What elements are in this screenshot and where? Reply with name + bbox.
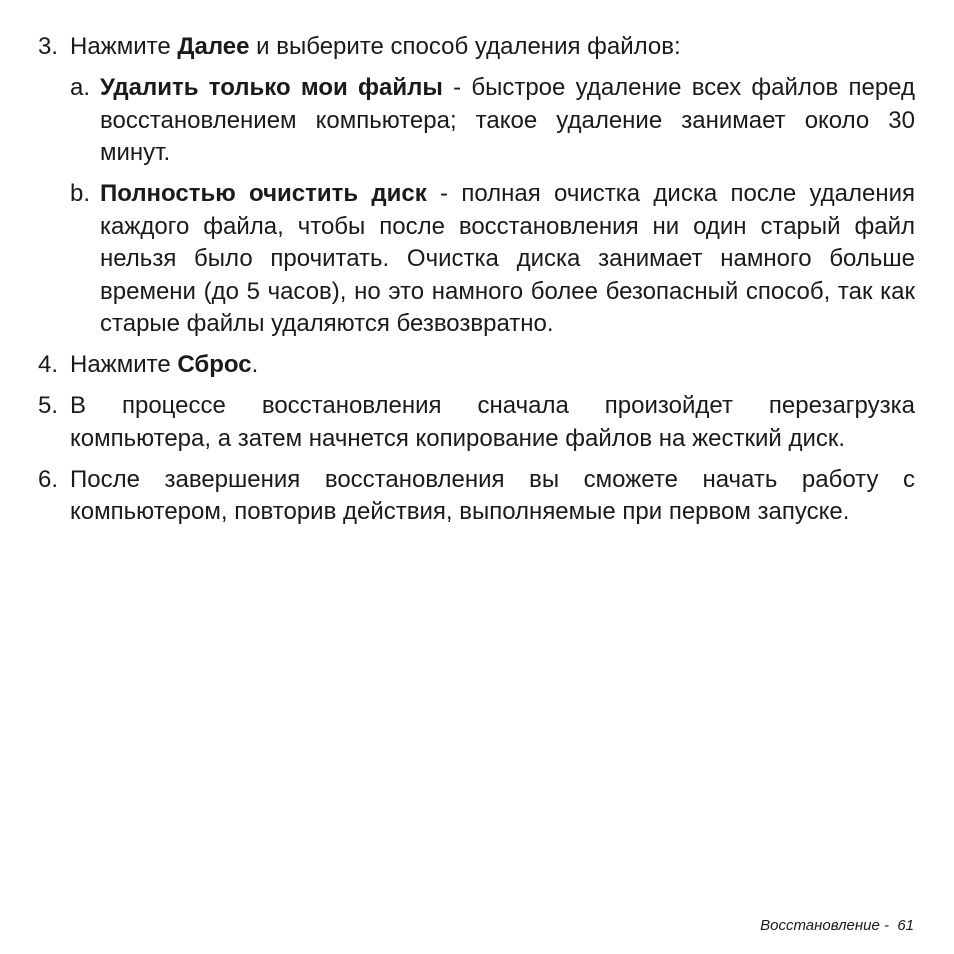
step-text: После завершения восстановления вы сможете начать работу с компьютером, повторив действия, выполняемые при первом запуске. <box>70 465 915 525</box>
step-text: и выберите способ удаления файлов: <box>249 33 681 60</box>
substep-letter: b. <box>70 180 91 207</box>
page-footer <box>760 916 914 936</box>
step-number: 4. <box>38 351 59 378</box>
step-text: Нажмите <box>70 351 178 378</box>
step-number: 3. <box>38 33 59 60</box>
substep-body <box>100 72 915 170</box>
step-text: В процессе восстановления сначала произойдет перезагрузка компьютера, а затем начнется копирование файлов на жесткий диск. <box>70 392 915 452</box>
step-body <box>70 349 915 382</box>
substep-text: - полная очистка диска после удаления каждого файла, чтобы после восстановления ни один старый файл нельзя было прочитать. Очистка диска занимает намного больше времени (до 5 часов), но это намного более безопасный способ, так как старые файлы удаляются безвозвратно. <box>100 180 916 337</box>
substep-bold-term: Полностью очистить диск <box>100 180 427 207</box>
substep-letter: a. <box>70 74 91 101</box>
substep-a <box>70 72 915 170</box>
step-body <box>70 390 915 455</box>
step-number: 5. <box>38 392 59 419</box>
step-number: 6. <box>38 465 59 493</box>
step-body <box>70 31 915 341</box>
step-text: . <box>251 351 259 378</box>
step-bold-term: Далее <box>177 33 250 60</box>
step-6 <box>38 464 915 529</box>
step-3 <box>38 31 915 341</box>
substep-body <box>100 178 915 341</box>
step-4 <box>38 349 915 382</box>
step-5 <box>38 390 915 455</box>
substep-bold-term: Удалить только мои файлы <box>100 74 443 101</box>
substep-b <box>70 178 915 341</box>
footer-separator: - <box>879 917 898 934</box>
footer-section-name: Восстановление <box>760 917 880 934</box>
page-number: 61 <box>897 917 914 934</box>
substep-text: - быстрое удаление всех файлов перед восстановлением компьютера; такое удаление занимает около 30 минут. <box>100 74 915 166</box>
step-bold-term: Сброс <box>177 351 252 378</box>
instruction-list <box>38 31 915 537</box>
step-text: Нажмите <box>70 33 178 60</box>
step-body <box>70 464 915 529</box>
